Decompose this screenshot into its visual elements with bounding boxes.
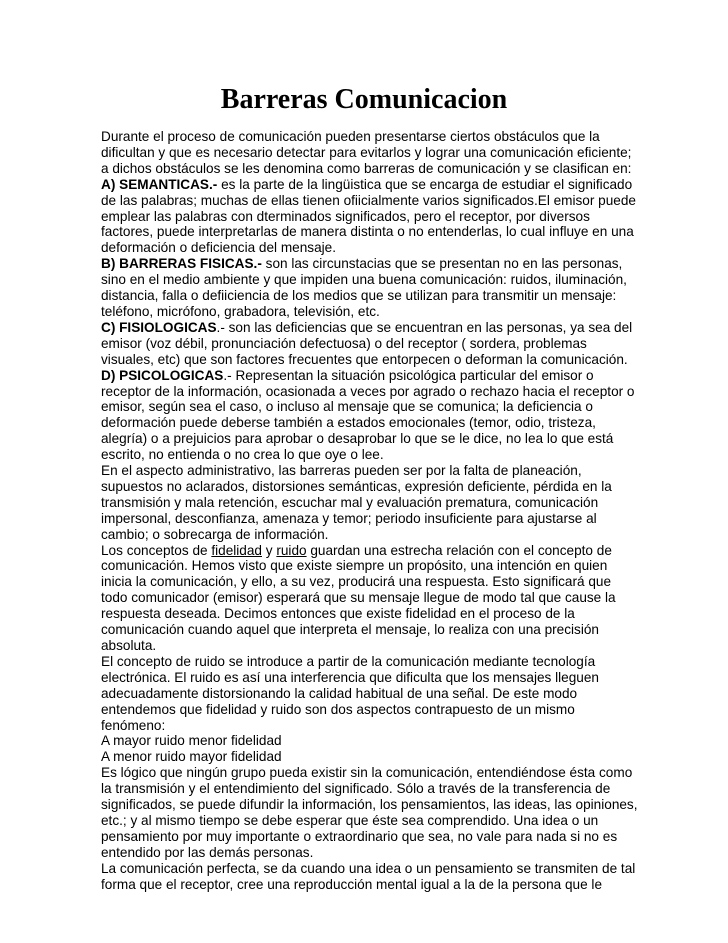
intro-paragraph: Durante el proceso de comunicación pueden presentarse ciertos obstáculos que la dificultan y que es necesario detectar para evitarlos y lograr una comunicación eficiente; a dichos obstáculos se les denomina como barreras de comunicación y se clasifican en:: [101, 129, 632, 176]
fisicas-text: son las circunstacias que se presentan no en las personas, sino en el medio ambiente y que impiden una buena comunicación: ruidos, iluminación, distancia, falla o defiiciencia de los medios que se utilizan para transmitir un mensaje: teléfono, micrófono, grabadora, televisión, etc.: [101, 256, 627, 319]
conceptos-before: Los conceptos de: [101, 542, 212, 558]
document-body: [101, 129, 641, 893]
mayor-ruido-line: A mayor ruido menor fidelidad: [101, 733, 282, 749]
fisiologicas-text: .- son las deficiencias que se encuentran en las personas, ya sea del emisor (voz débil, pronunciación defectuosa) o del receptor ( sordera, problemas visuales, etc) que son factores frecuentes que entorpecen o deforman la comunicación.: [101, 319, 633, 367]
administrativo-paragraph: En el aspecto administrativo, las barreras pueden ser por la falta de planeación, supuestos no aclarados, distorsiones semánticas, expresión deficiente, pérdida en la transmisión y mala retención, escuchar mal y evaluación prematura, comunicación impersonal, desconfianza, amenaza y temor; periodo insuficiente para ajustarse al cambio; o sobrecarga de información.: [101, 463, 612, 542]
ruido-link[interactable]: ruido: [276, 542, 307, 558]
psicologicas-text: .- Representan la situación psicológica particular del emisor o receptor de la información, ocasionada a veces por agrado o rechazo hacia el receptor o emisor, según sea el caso, o incluso al mensaje que se comunica; la deficiencia o deformación puede deberse también a estados emocionales (temor, odio, tristeza, alegría) o a prejuicios para aprobar o desaprobar lo que se le dice, no lea lo que está escrito, no entienda o no crea lo que oye o lee.: [101, 367, 635, 463]
menor-ruido-line: A menor ruido mayor fidelidad: [101, 749, 282, 765]
semanticas-heading: A) SEMANTICAS.-: [101, 176, 218, 192]
fisiologicas-heading: C) FISIOLOGICAS: [101, 319, 217, 335]
semanticas-text: es la parte de la lingüistica que se encarga de estudiar el significado de las palabras; muchas de ellas tienen ofiicialmente varios significados.El emisor puede emplear las palabras con dterminados significados, pero el receptor, por diversos factores, puede interpretarlas de manera distinta o no entenderlas, lo cual influye en una deformación o deficiencia del mensaje.: [101, 176, 636, 256]
fisicas-heading: B) BARRERAS FISICAS.-: [101, 256, 262, 272]
logico-paragraph: Es lógico que ningún grupo pueda existir sin la comunicación, entendiéndose ésta como la transmisión y el entendimiento del significado. Sólo a través de la transferencia de significados, se puede difundir la información, los pensamientos, las ideas, las opiniones, etc.; y al mismo tiempo se debe esperar que éste sea comprendido. Una idea o un pensamiento por muy importante o extraordinario que sea, no vale para nada si no es entendido por las demás personas.: [101, 765, 638, 860]
conceptos-paragraph: [101, 543, 641, 654]
fidelidad-link[interactable]: fidelidad: [211, 542, 262, 558]
document-title: Barreras Comunicacion: [220, 84, 508, 115]
perfecta-paragraph: La comunicación perfecta, se da cuando una idea o un pensamiento se transmiten de tal forma que el receptor, cree una reproducción mental igual a la de la persona que le: [101, 860, 636, 892]
fisicas-paragraph: [101, 256, 641, 320]
conceptos-middle: y: [261, 542, 277, 558]
ruido-paragraph: El concepto de ruido se introduce a partir de la comunicación mediante tecnología electrónica. El ruido es así una interferencia que dificulta que los mensajes lleguen adecuadamente distorsionando la calidad habitual de una señal. De este modo entendemos que fidelidad y ruido son dos aspectos contrapuesto de un mismo fenómeno:: [101, 653, 599, 733]
psicologicas-heading: D) PSICOLOGICAS: [101, 367, 224, 383]
semanticas-paragraph: [101, 177, 641, 257]
conceptos-after: guardan una estrecha relación con el concepto de comunicación. Hemos visto que existe siempre un propósito, una intención en quien inicia la comunicación, y ello, a su vez, producirá una respuesta. Esto significará que todo comunicador (emisor) esperará que su mensaje llegue de modo tal que cause la respuesta deseada. Decimos entonces que existe fidelidad en el proceso de la comunicación cuando aquel que interpreta el mensaje, lo realiza con una precisión absoluta.: [101, 542, 616, 653]
fisiologicas-paragraph: [101, 320, 641, 368]
psicologicas-paragraph: [101, 368, 641, 463]
